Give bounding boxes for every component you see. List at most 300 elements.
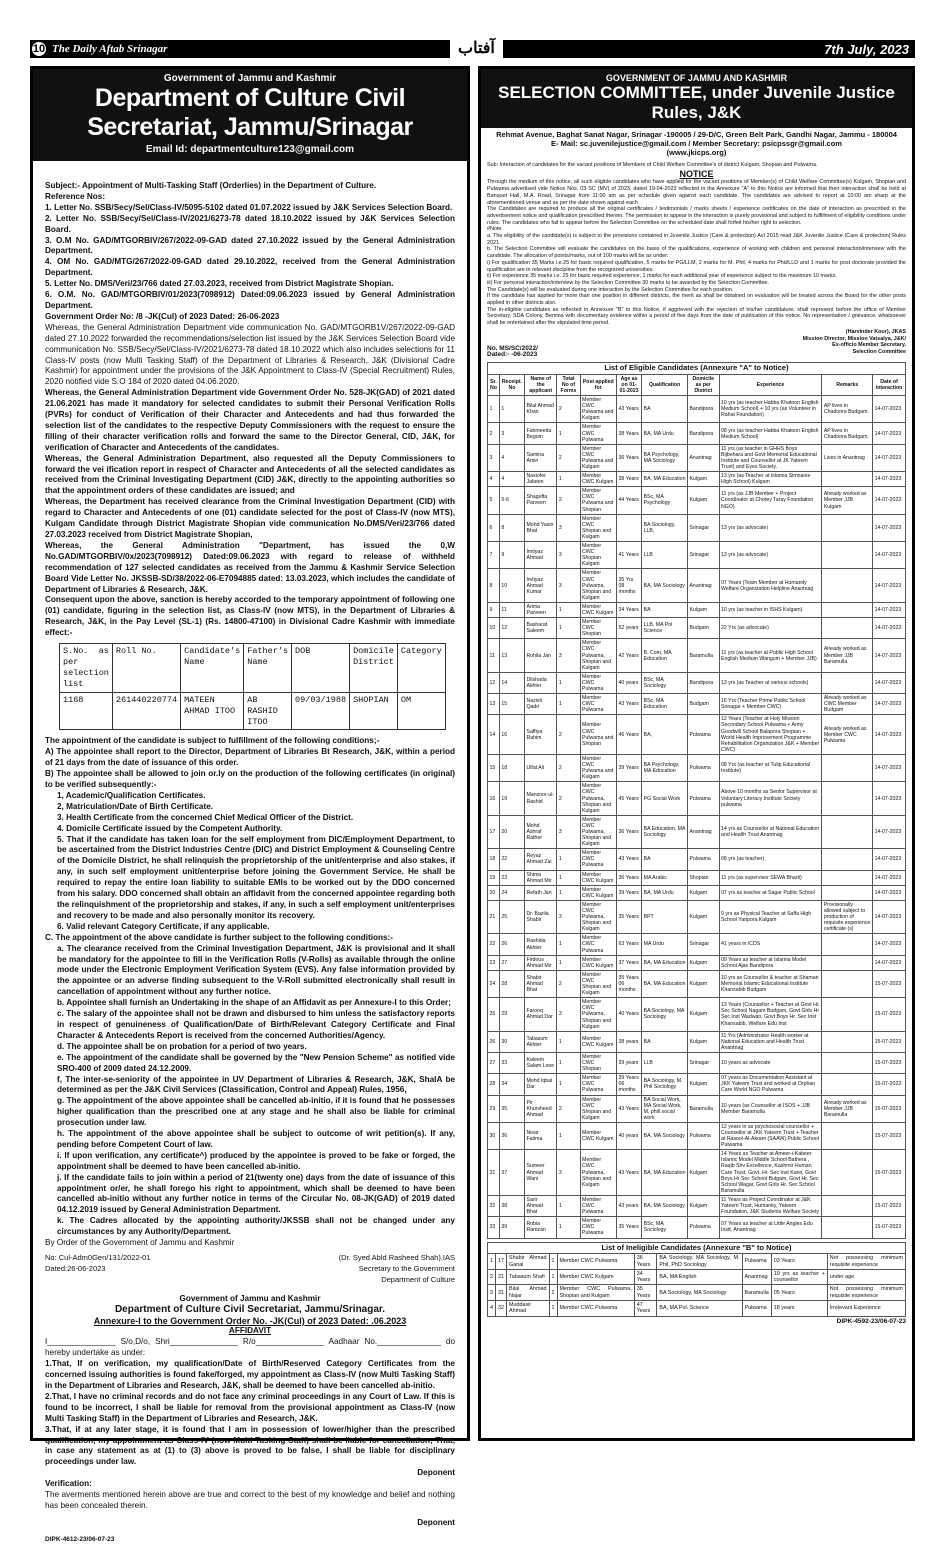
table-a-cell: 9 xyxy=(488,602,500,617)
table-a-cell: 14-07-2023 xyxy=(873,423,906,444)
table-a-cell: 38 Years xyxy=(617,423,642,444)
table-a-cell: MA Urdu xyxy=(642,934,688,955)
table-a-cell: Shima Ahmad Mir xyxy=(524,870,556,885)
table-b-cell: Pulwama xyxy=(742,1254,771,1270)
table-a-cell: 13 yrs (as Teacher at various schools) xyxy=(719,672,822,693)
table-a-cell: 3 xyxy=(557,1150,580,1196)
table-row xyxy=(488,934,906,955)
table-a-cell: 15-07-2023 xyxy=(873,1031,906,1052)
table-a-cell: 16 Yrs (Teacher Prime Public School Srinagar + Member CWC) xyxy=(719,694,822,715)
table-a-cell: BA, MA Urdu xyxy=(642,423,688,444)
candidate-table-cell: SHOPIAN xyxy=(350,692,398,730)
table-a-cell xyxy=(822,1150,873,1196)
table-a-cell: 14-07-2023 xyxy=(873,444,906,471)
candidate-table-cell: OM xyxy=(397,692,445,730)
signatory-dept: Department of Culture xyxy=(381,1274,455,1284)
table-a-cell: 14-07-2023 xyxy=(873,487,906,514)
table-a-cell: 3 xyxy=(557,569,580,602)
table-a-cell: 3 xyxy=(557,514,580,541)
table-a-cell: Kulgam xyxy=(687,1195,719,1216)
table-a-cell: Rohila Jan xyxy=(524,639,556,672)
table-a-cell: 18 xyxy=(488,849,500,870)
table-b-cell: Member CWC Pulwama xyxy=(557,1254,634,1270)
table-b-cell: 2 xyxy=(488,1269,496,1285)
table-a-cell: 4 xyxy=(499,444,524,471)
table-a-cell: 1 xyxy=(557,1074,580,1095)
table-a-cell: BA xyxy=(642,1031,688,1052)
table-a-cell xyxy=(822,1031,873,1052)
table-b-cell: 03 Years xyxy=(771,1254,827,1270)
table-a-cell: 11 yrs (as teacher in GHHS Boys Bijbehara and Govt Memorial Educational Institute and Counsellor at JK Yateem Trust) and Eyes Society. xyxy=(719,444,822,471)
table-a-cell: 15-07-2023 xyxy=(873,1195,906,1216)
table-a-cell: 1 xyxy=(557,672,580,693)
left-dipk: DIPK-4612-23/06-07-23 xyxy=(45,1535,115,1543)
table-a-cell: 25 xyxy=(499,900,524,933)
table-b-cell: 1 xyxy=(549,1301,557,1317)
table-a-cell: 8 xyxy=(488,569,500,602)
table-a-cell: 2 xyxy=(557,444,580,471)
condition-item: f, The inter-se-seniority of the appointee in UV Department of Libraries & Research, J&K, ShalA be determined as per the J&K Civil Services (Classification, Control and Appeal) Rules, 1956, xyxy=(57,1074,455,1095)
annexure-header xyxy=(45,1294,455,1338)
table-b-cell: 3 xyxy=(488,1285,496,1301)
table-b-cell: 1 xyxy=(549,1254,557,1270)
table-a-cell: 2 xyxy=(557,782,580,815)
table-a-cell: 6 xyxy=(488,514,500,541)
table-a-cell: Member CWC Kulgam xyxy=(580,870,616,885)
notice-title: NOTICE xyxy=(679,168,714,179)
table-row xyxy=(488,1285,906,1301)
table-a-cell: Member CWC Pulwama xyxy=(580,423,616,444)
table-a-cell: 19 xyxy=(499,782,524,815)
table-a-cell xyxy=(822,970,873,997)
table-a-cell: Mohd Ashraf Rather xyxy=(524,815,556,848)
table-a-heading: Receipt. No xyxy=(499,374,524,395)
table-a-cell: Member CWC Kulgam xyxy=(580,472,616,487)
table-a-cell: Nisar Fatima xyxy=(524,1122,556,1149)
table-a-cell: Kulgam xyxy=(687,602,719,617)
masthead-bar xyxy=(30,40,915,58)
table-row xyxy=(488,514,906,541)
table-b-cell: 05 Years xyxy=(771,1285,827,1301)
table-a-cell xyxy=(822,1122,873,1149)
table-a-cell: 14-07-2023 xyxy=(873,715,906,755)
table-b-cell: 2 xyxy=(549,1285,557,1301)
table-b-cell: Muddasir Ahmad xyxy=(507,1301,550,1317)
table-a-cell: 42 Years xyxy=(617,639,642,672)
table-a-cell: 11 yrs (as supervisor SEWA Bharti) xyxy=(719,870,822,885)
table-a-heading: Remarks xyxy=(822,374,873,395)
reference-item: 4. OM No. GAD/MTG/267/2022-09-GAD dated 29.10.2022, received from the General Administration Department. xyxy=(45,257,455,278)
table-a-cell: Bandipora xyxy=(687,396,719,423)
table-a-cell: 2 xyxy=(557,396,580,423)
order-paragraph: Whereas, the General Administration Department vide communication No. GAD/MTGORB1V/267/2022-09-GAD dated 27.10.2022 forwarded the recommendations/selection list issued by the J&K Services Selection Board vide communication No. SSB/Secy/Sel/Class-IV/2021/6273-78 dated 18.10.2022 which also includes selections for 11 Class-IV posts (now Multi Tasking Staff) of the Department of Libraries & Research, J&K (Divisional Cadre Kashmir) for appointment under the provisions of the J&K Appointment to Class-IV (Special Recruitment) Rules, 2020 notified vide S.O 184 of 2020 dated 04.06.2020. xyxy=(45,322,455,387)
notice-gov: GOVERNMENT OF JAMMU AND KASHMIR xyxy=(605,73,788,83)
table-a-cell: Nazish Qadri xyxy=(524,694,556,715)
table-a-cell: 26 xyxy=(499,934,524,955)
table-row xyxy=(488,672,906,693)
table-a-cell: 4 xyxy=(499,472,524,487)
table-a-cell: 33 xyxy=(499,1052,524,1073)
table-a-cell: Member CWC Pulwama, Shopian and Kulgam xyxy=(580,900,616,933)
notice-note: The Candidate(s) will be evaluated during one interaction by the Selection Committee for each position. xyxy=(487,286,734,293)
table-a-cell: 1 xyxy=(557,1217,580,1238)
condition-item: j. If the candidate fails to join within a period of 21(twenty one) days from the date of issuance of this appointment or/er, he shall forego his right to appointment, which shall be deemed to have been cancelled ab-initio without any further notice in terms of the Circular No. 08-JK(GAD) of 2019 dated 04.12.2019 issued by General Administration Department. xyxy=(57,1172,455,1215)
table-a-cell: Member CWC Shopian xyxy=(580,618,616,639)
table-a-cell: 14-07-2023 xyxy=(873,885,906,900)
table-a-cell: 17 xyxy=(488,815,500,848)
table-b-cell: 31 xyxy=(496,1285,507,1301)
table-a-cell: 10 yrs (as teacher Habba Khatoon English Medium School) + 10 yrs (as Volunteer in Rahat Foundation) xyxy=(719,396,822,423)
table-a-cell: 10 years as advocate xyxy=(719,1052,822,1073)
annex-gov: Government of Jammu and Kashmir xyxy=(179,1293,321,1303)
table-a-cell: Nasiofer Jabeen xyxy=(524,472,556,487)
table-a-cell: 32 xyxy=(488,1195,500,1216)
notice-note: iii) For personal interaction/interview by the Selection Committee 30 marks to be awarded by the Selection Committee. xyxy=(487,279,769,286)
condition-item: g. The appointment of the above appointee shall be cancelled ab-initio, if it is found that he possesses higher qualification than the prescribed one at any stage and he shall also be liable for criminal prosecution under law. xyxy=(57,1096,455,1128)
table-a-cell: 43 Years xyxy=(617,1095,642,1122)
table-a-cell: Member CWC Pulwama xyxy=(580,1217,616,1238)
table-row xyxy=(488,998,906,1031)
table-a-cell: 34 Years xyxy=(617,602,642,617)
table-a-cell xyxy=(822,542,873,569)
table-row xyxy=(488,444,906,471)
table-b-cell: 10 yrs as teacher + counsellor xyxy=(771,1269,827,1285)
table-a-cell xyxy=(822,934,873,955)
table-a-cell: Pulwama xyxy=(687,849,719,870)
table-a-cell: 14 xyxy=(488,715,500,755)
table-a-cell: 52 years xyxy=(617,618,642,639)
table-row xyxy=(488,1217,906,1238)
table-b-cell: 17 xyxy=(496,1254,507,1270)
table-a-cell: 29 xyxy=(499,998,524,1031)
notice-committee: SELECTION COMMITTEE, under Juvenile Justice Rules, J&K xyxy=(498,83,895,122)
table-a-cell: 11 Years as Project Coordinator at J&K Yateem Trust, Humanity, Yateem Foundation, J&K Students Welfare Society xyxy=(719,1195,822,1216)
table-a-cell: Already worked as CWC Member Budgam xyxy=(822,694,873,715)
table-a-cell: 14-07-2023 xyxy=(873,955,906,970)
table-a-cell: Refath Jan xyxy=(524,885,556,900)
table-row xyxy=(488,1122,906,1149)
table-a-cell: Shagufta Parveen xyxy=(524,487,556,514)
candidate-table xyxy=(59,643,446,730)
table-a-cell: 39 years xyxy=(617,1052,642,1073)
table-a-cell: 35 Years xyxy=(617,1217,642,1238)
table-b-cell: 4 xyxy=(488,1301,496,1317)
table-b-cell: BA, MA English xyxy=(657,1269,742,1285)
table-a-cell: Member CWC Shopian Kulgam xyxy=(580,542,616,569)
table-a-cell: Srinagar xyxy=(687,514,719,541)
table-a-cell: Member CWC Shopian and Kulgam xyxy=(580,514,616,541)
condition-item: e. The appointment of the candidate shall be governed by the "New Pension Scheme" as notified vide SRO-400 of 2009 dated 24.12.2009. xyxy=(57,1052,455,1073)
table-a-cell: Pulwama xyxy=(687,754,719,781)
table-row xyxy=(488,472,906,487)
notice-text: Through the medium of this notice, all such eligible candidates who have applied for the vacant positions of Member(s) of Child Welfare Committee(s) Kulgam, Shopian and Pulwama advertised vide Notice Nos. 03 SC (MV) of 2023, dated 19-04-2023 reflected in the Annexure "A" to this Notice are informed that their interaction shall be held at Banquet Hall, M.A. Road, Srinagar from 11:00 am as per schedule given against each candidate. The candidates are advised to report at 10:00 am sharp at the aforementioned venue and as per the date shown against each. xyxy=(487,179,906,206)
table-a-cell: 14-07-2023 xyxy=(873,542,906,569)
table-a-cell: Kulgam xyxy=(687,970,719,997)
table-a-cell: 08 yrs (as teacher) xyxy=(719,849,822,870)
notice-note: The in-eligible candidates as reflected in Annexure "B" to this Notice, if aggrieved with the rejection of his/her candidature, shall represent before the office of Member Secretary, SDA Colony, Bemina with documentary evidence within a period of five days from the date of publication of this notice. No representation / grievance, whatsoever shall be entertained after the stipulated time period. xyxy=(487,306,906,327)
table-a-cell: Kulgam xyxy=(687,1031,719,1052)
table-row xyxy=(488,900,906,933)
table-a-cell: Pulwama xyxy=(687,1217,719,1238)
table-a-cell: Kulgam xyxy=(687,998,719,1031)
table-a-cell: BA Psychology, MA Education xyxy=(642,754,688,781)
table-a-cell: BA, MA Education xyxy=(642,970,688,997)
table-a-header xyxy=(488,374,906,395)
order-gov: Government of Jammu and Kashmir xyxy=(163,73,337,84)
table-a-cell: Member CWC Pulwama xyxy=(580,1074,616,1095)
table-a-cell: 35 Years 06 months xyxy=(617,970,642,997)
table-b-cell: Irrelevant Experience xyxy=(827,1301,905,1317)
table-a-cell: Member CWC Pulwama, Shopian and Kulgam xyxy=(580,639,616,672)
table-a-cell: 11 xyxy=(488,639,500,672)
condition-item: i. If upon verification, any certificate^) produced by the appointee is proved to be fake or forged, the appointment shall be deemed to have been cancelled ab-initio. xyxy=(57,1150,455,1171)
table-a-cell: 10 years (as Counsellor at ISOS + JJB Member Baramulla xyxy=(719,1095,822,1122)
table-row xyxy=(488,1095,906,1122)
table-a-cell: Member CWC Pulwama and Shopian xyxy=(580,487,616,514)
table-a-cell: 14 xyxy=(499,672,524,693)
table-b-cell: 18 years xyxy=(771,1301,827,1317)
table-a-cell: Member CWC Pulwama xyxy=(580,934,616,955)
table-a-cell: Member CWC Shopian and Kulgam xyxy=(580,970,616,997)
table-a-cell: BA Sociology, MA Sociology xyxy=(642,998,688,1031)
notice-address: Rehmat Avenue, Baghat Sanat Nagar, Srinagar -190005 / 29-D/C, Green Belt Park, Gandhi Nagar, Jammu - 180004 xyxy=(496,130,897,139)
condition-item: d. The appointee shall be on probation for a period of two years. xyxy=(57,1041,307,1051)
table-a-cell: 15-07-2023 xyxy=(873,1095,906,1122)
table-a-cell: Member CWC Pulwama and Kulgam xyxy=(580,754,616,781)
table-a-cell: 36 Years xyxy=(617,870,642,885)
table-a-cell: 13 Years (Counsellor + Teacher at Govt Hr. Sec School Nagam Budgam, Govt Girls Hr Sec Inst Wadwan, Govt Boys Hr. Sec Inst Khansabib, Welfare Edu Inst xyxy=(719,998,822,1031)
table-a-cell: Pulwama xyxy=(687,1122,719,1149)
table-a-cell: 22 xyxy=(488,934,500,955)
reference-item: 6. O.M. No. GAD/MTGORBIV/01/2023(7098912) Dated:09.06.2023 issued by General Administration Department. xyxy=(45,290,455,310)
table-a-cell: 08 Yrs (as teacher at Tulip Educational Institute) xyxy=(719,754,822,781)
table-b-cell: Shabir Ahmad Ganai xyxy=(507,1254,550,1270)
table-a-cell: 43 years xyxy=(617,1195,642,1216)
table-a-cell: 2 xyxy=(557,754,580,781)
notice-text-2: The Candidates are required to produce all the original certificates / testimonials / marks sheets / experience certificates on the date of interaction as prescribed in the advertisement notice and qualification prescribed therein. The permission to appear in the interaction is purely provisional and subject to fulfillment of eligibility conditions under rules. The candidates who fail to appear before the Selection Committee on the scheduled date shall forfeit his/her right to selection. xyxy=(487,206,906,226)
table-row xyxy=(488,970,906,997)
condition-item: 5. That if the candidate has taken loan for the self employment from DIC/Employment Department, to be ascertained from the District Industries Centre (DIC) and District Employment & Counseling Centre of the Domicile District, he shall relinquish the proprietorship of the unit/enterprise and also stakes, if any, in such self employment unit/enterprise before joining the Government Service. He shall be required to repay the entire loan liability to suitable EMIs to be worked out by the DDO concerned from his salary. DDO concerned shall obtain an affidavit from the concerned appointee regarding both the relinquishment of the proprietorship and stakes, if any, in such a self employment unit/enterprises and recovery to be made and also personally monitor its recovery. xyxy=(57,834,455,920)
table-a-cell: 24 xyxy=(499,885,524,900)
table-a-cell: 35 Years xyxy=(617,900,642,933)
table-a-cell: BA xyxy=(642,849,688,870)
table-a-cell: 13 yrs (as Teacher at Islamia Simnanie High School) Kulgam xyxy=(719,472,822,487)
table-a-cell xyxy=(822,1074,873,1095)
table-a-cell: BA Sociology, LLB, xyxy=(642,514,688,541)
table-b-cell: Bilal Ahmad Najar xyxy=(507,1285,550,1301)
table-a-cell xyxy=(822,472,873,487)
table-a-cell: Member CWC Kulgam xyxy=(580,1031,616,1052)
table-row xyxy=(488,569,906,602)
table-a-cell: Provisionally allowed subject to production of requisite experience certificate (s) xyxy=(822,900,873,933)
table-a-cell: 14-07-2023 xyxy=(873,870,906,885)
deponent-1: Deponent xyxy=(417,1468,455,1478)
annex-title: Annexure-I to the Government Order No. -JK(Cul) of 2023 Dated: .06.2023 xyxy=(93,1315,407,1326)
table-a-cell: 2 xyxy=(557,715,580,755)
table-row xyxy=(488,1074,906,1095)
table-a-cell: Dilshada Akhter xyxy=(524,672,556,693)
table-a-cell: 1 xyxy=(557,472,580,487)
table-a-cell: BA Education, MA Sociology xyxy=(642,815,688,848)
signer-committee: Selection Committee xyxy=(852,348,906,355)
table-a-cell: Member CWC Pulwama, Shopian and Kulgam xyxy=(580,569,616,602)
order-paragraph: Whereas, the Department has received clearance from the Criminal Investigation Department (CID) with regard to Character and Antecedents of one (01) candidate selected for the post of Class-IV (now MTS), Kulgam Candidate through District Magistrate Shopian vide communication No.DMS/Veri/23/766 dated 27.03.2023 received from District Magistrate Shopian, xyxy=(45,497,455,539)
notice-note: b. The Selection Committee will evaluate the candidates on the basis of the qualifications, experience of working with children and personal interaction/interview with the candidate. The allocation of points/marks, out of 100 marks will be as under: xyxy=(487,246,906,260)
table-a-cell: 33 xyxy=(488,1217,500,1238)
verification-text: The averments mentioned herein above are true and correct to the best of my knowledge and belief and nothing has been concealed therein. xyxy=(45,1490,455,1510)
table-a-cell: 3 xyxy=(557,639,580,672)
culture-department-order xyxy=(30,66,470,1543)
table-a-cell: 3 xyxy=(557,998,580,1031)
table-a-cell: 22 Yrs (as advocate) xyxy=(719,618,822,639)
table-a-cell: 9 yrs as Physical Teacher at Saffa High School Yaripora Kulgam xyxy=(719,900,822,933)
table-row xyxy=(488,1195,906,1216)
table-a-cell: Srinagar xyxy=(687,1052,719,1073)
table-a-cell: Imtiyaz Ahmad Kumar xyxy=(524,569,556,602)
table-a-cell: Fahmeeda Begum xyxy=(524,423,556,444)
table-row xyxy=(488,754,906,781)
notice-note: a. The eligibility of the candidate(s) is subject to the provisions contained in Juvenile Justice (Care & protection) Act 2015 read J&K Juvenile Justice (Care & protection) Rules 2021. xyxy=(487,233,906,246)
candidate-table-heading: Roll No. xyxy=(112,644,180,693)
table-a-cell: 3 xyxy=(557,900,580,933)
table-a-cell xyxy=(822,1195,873,1216)
notice-contact xyxy=(481,128,912,159)
right-dipk: DIPK-4592-23/06-07-23 xyxy=(836,1317,906,1325)
table-a-cell: 39 Years 06 months xyxy=(617,1074,642,1095)
candidate-table-heading: Candidate's Name xyxy=(181,644,244,693)
table-row xyxy=(488,639,906,672)
deponent-2: Deponent xyxy=(417,1517,455,1527)
table-a-cell: Rashida Akhter xyxy=(524,934,556,955)
table-a-cell: 14-07-2023 xyxy=(873,569,906,602)
table-b-cell: Member CWC Pulwama xyxy=(557,1301,634,1317)
table-a-cell: 15-07-2023 xyxy=(873,998,906,1031)
table-a-cell: 43 Years xyxy=(617,694,642,715)
paper-logo: آفتاب xyxy=(450,36,503,60)
notice-header xyxy=(481,69,912,128)
order-email: Email Id: departmentculture123@gmail.com xyxy=(145,144,355,155)
table-a-cell: 07 Years (Team Member at Humanity Welfare Organization Helpline Anantnag xyxy=(719,569,822,602)
table-row xyxy=(488,1254,906,1270)
table-b-cell: 35 Years xyxy=(634,1285,657,1301)
table-a-cell: 20 xyxy=(488,885,500,900)
table-b-cell: 1 xyxy=(549,1269,557,1285)
table-a-cell: BSc, MA Education xyxy=(642,694,688,715)
table-a-cell: 26 xyxy=(488,1031,500,1052)
verification-label: Verification: xyxy=(45,1479,92,1489)
table-b-title: List of Ineligible Candidates (Annexure "B" to Notice) xyxy=(487,1242,906,1254)
condition-item: h. The appointment of the above appointee shall be subject to outcome of writ petition(s). If any, pending before Competent Court of law. xyxy=(57,1129,455,1149)
table-a-cell: 13 xyxy=(499,639,524,672)
table-a-cell: 13 yrs (as advocate) xyxy=(719,514,822,541)
table-a-cell: Member CWC Pulwama, Shopian and Kulgam xyxy=(580,998,616,1031)
signer-post: Mission Director, Mission Vatsalya, J&K/ xyxy=(802,335,906,342)
table-a-cell: 14-07-2023 xyxy=(873,396,906,423)
table-a-cell: BSc, MA Sociology xyxy=(642,672,688,693)
table-row xyxy=(488,1031,906,1052)
signer-post-2: Ex-officio Member Secretary, xyxy=(832,342,906,349)
table-a-cell: 15-07-2023 xyxy=(873,1074,906,1095)
candidate-table-cell: MATEEN AHMAD ITOO xyxy=(181,692,244,730)
table-a-cell: 39 Years xyxy=(617,754,642,781)
table-b-cell: BA Sociology, MA Sociology xyxy=(657,1285,742,1301)
reference-item: 2. Letter No. SSB/Secy/Sel/Class-IV/2021/6273-78 dated 18.10.2022 issued by J&K Services Selection Board. xyxy=(45,213,455,234)
table-a-cell: BA, MA Urdu xyxy=(642,885,688,900)
affidavit-title: AFFIDAVIT xyxy=(228,1326,272,1336)
table-a-cell: 36 xyxy=(499,1122,524,1149)
table-a-cell: 38 Years xyxy=(617,472,642,487)
table-a-cell: BA, MA Education xyxy=(642,472,688,487)
table-a-cell: 9 xyxy=(499,542,524,569)
table-a-cell: 10 xyxy=(488,618,500,639)
table-a-cell: 23 xyxy=(488,955,500,970)
table-row xyxy=(488,1052,906,1073)
table-a-cell: 11 Yrs (Administrator Health worker at National Education and Health Trust Anantnag xyxy=(719,1031,822,1052)
table-row xyxy=(488,1269,906,1285)
conditions-list xyxy=(45,747,455,1238)
table-a-cell: Member CWC Pulwama and Kulgam xyxy=(580,444,616,471)
table-a-cell xyxy=(822,955,873,970)
table-a-cell: Member CWC Pulwama, Shopian and Kulgam xyxy=(580,782,616,815)
table-a-cell: 40 years xyxy=(617,1122,642,1149)
table-a-cell xyxy=(822,754,873,781)
table-a-cell: 07 years as Documentation Assistant at JKK Yateem Trust and worked at Orphan Care World NGO Pulwama xyxy=(719,1074,822,1095)
table-a-heading: Age as on 01-01-2023 xyxy=(617,374,642,395)
notice-subject: Sub: Interaction of candidates for the vacant positions of Members of Child Welfare Committee's of district Kulgam, Shopian and Pulwama. xyxy=(487,162,818,168)
signature-block xyxy=(45,1253,455,1286)
table-a-cell: 18 xyxy=(499,754,524,781)
table-a-cell: BA, MA Sociology xyxy=(642,1122,688,1149)
table-a-cell: Kaleem Salam Lone xyxy=(524,1052,556,1073)
table-a-cell: Basharat Saleem xyxy=(524,618,556,639)
table-a-cell: 09 Years as teacher at Islamia Model School Ajas Bandipora xyxy=(719,955,822,970)
table-a-cell xyxy=(822,885,873,900)
candidate-table-heading: DOB xyxy=(292,644,350,693)
table-row xyxy=(488,849,906,870)
condition-item: b. Appointee shall furnish an Undertaking in the shape of an Affidavit as per Annexure-I to this Order; xyxy=(57,998,451,1008)
table-a-cell: 15 xyxy=(499,694,524,715)
table-a-cell: 14-07-2023 xyxy=(873,618,906,639)
affidavit-point: 2.That, I have no criminal records and do not face any criminal proceedings in any Court of Law. If this is found to be incorrect, I shall be liable for removal from the provisional appointment as Class-IV (now Multi Tasking Staff) in the Department of Libraries and Research, J&K. xyxy=(45,1391,455,1423)
table-a-cell: Srinagar xyxy=(687,934,719,955)
table-a-cell: Member CWC Pulwama, Shopian and Kulgam xyxy=(580,1150,616,1196)
table-a-cell: 3 xyxy=(499,423,524,444)
table-a-cell: 15-07-2023 xyxy=(873,1217,906,1238)
table-a-heading: Total No of Forms xyxy=(557,374,580,395)
table-a-cell: 8 xyxy=(499,514,524,541)
table-a-cell: 10 yrs (as teacher in ISHS Kulgam) xyxy=(719,602,822,617)
table-a-cell: 1 xyxy=(557,602,580,617)
table-a-cell: 07 yrs as teacher at Sagar Public School xyxy=(719,885,822,900)
table-row xyxy=(488,870,906,885)
notice-body xyxy=(481,159,912,1328)
table-a-cell: Member CWC Kulgam xyxy=(580,885,616,900)
table-a-cell: 12 Years (Teacher at Holy Mission Secondary School Pulwama + Army Goodwill School Balapora Shopian + World Health Improvement Programme Rehabilitation Organization J&K + Member CWC) xyxy=(719,715,822,755)
table-a-cell: Kulgam xyxy=(687,1074,719,1095)
table-a-cell: Farooq Ahmad Dar xyxy=(524,998,556,1031)
table-a-cell: Bandipora xyxy=(687,672,719,693)
table-a-cell: Srinagar xyxy=(687,542,719,569)
table-a-cell: 15-07-2023 xyxy=(873,1052,906,1073)
table-b-cell: Baramulla xyxy=(742,1285,771,1301)
table-a-cell: 14-07-2023 xyxy=(873,672,906,693)
table-a-cell xyxy=(822,672,873,693)
table-a-cell: 27 xyxy=(488,1052,500,1073)
table-a-cell: Member CWC Pulwama, Shopian and Kulgam xyxy=(580,815,616,848)
table-a-cell: 19 xyxy=(488,870,500,885)
table-a-cell: 16 xyxy=(499,715,524,755)
table-b-cell: 1 xyxy=(488,1254,496,1270)
